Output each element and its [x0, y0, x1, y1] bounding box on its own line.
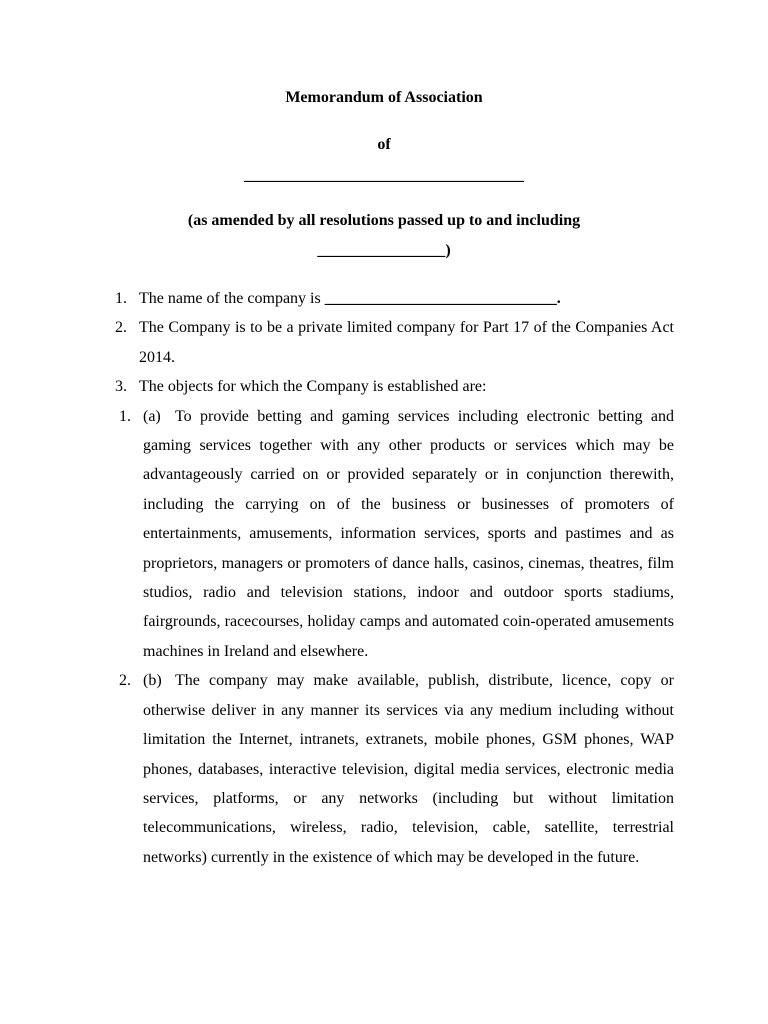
- document-title: Memorandum of Association: [285, 89, 483, 106]
- amended-note-line2: ________________): [317, 242, 451, 259]
- clause-text: The name of the company is: [139, 290, 325, 307]
- object-text: The company may make available, publish, distribute, licence, copy or otherwise deliver in any manner its services via any medium including without limitation the Internet, intranets, extranets, mobile phones, GSM phones, WAP phones, databases, interactive television, digital media services, electronic media services, platforms, or any networks (including but without limitation telecommunications, wireless, radio, television, cable, satellite, terrestrial networks) currently in the existence of which may be developed in the future.: [143, 672, 674, 866]
- clause-2: [115, 313, 674, 372]
- clause-1: [115, 284, 674, 313]
- object-text: To provide betting and gaming services including electronic betting and gaming services together with any other products or services which may be advantageously carried on or provided separately or in conjunction therewith, including the carrying on of the business or businesses of promoters of entertainments, amusements, information services, sports and pastimes and as proprietors, managers or promoters of dance halls, casinos, cinemas, theatres, film studios, radio and television stations, indoor and outdoor sports stadiums, fairgrounds, racecourses, holiday camps and automated coin-operated amusements machines in Ireland and elsewhere.: [143, 407, 674, 660]
- clause-3: [115, 372, 674, 401]
- amended-note-line1: (as amended by all resolutions passed up to and including: [187, 212, 581, 229]
- object-a: [119, 402, 674, 667]
- of-label: of: [377, 136, 391, 153]
- clause-text: The objects for which the Company is established are:: [139, 378, 487, 396]
- clause-number: 2.: [115, 319, 127, 337]
- object-number: 2.: [119, 672, 131, 690]
- clause-number: 1.: [115, 290, 127, 307]
- company-name-field-blank: _____________________________.: [324, 290, 561, 307]
- clause-list: [0, 284, 768, 872]
- company-name-blank: ___________________________________: [244, 167, 524, 184]
- clause-number: 3.: [115, 378, 127, 396]
- object-number: 1.: [119, 407, 131, 425]
- object-prefix: (b): [143, 672, 162, 690]
- object-b: [119, 666, 674, 872]
- clause-text: The Company is to be a private limited company for Part 17 of the Companies Act 2014.: [139, 319, 674, 366]
- object-prefix: (a): [143, 407, 161, 425]
